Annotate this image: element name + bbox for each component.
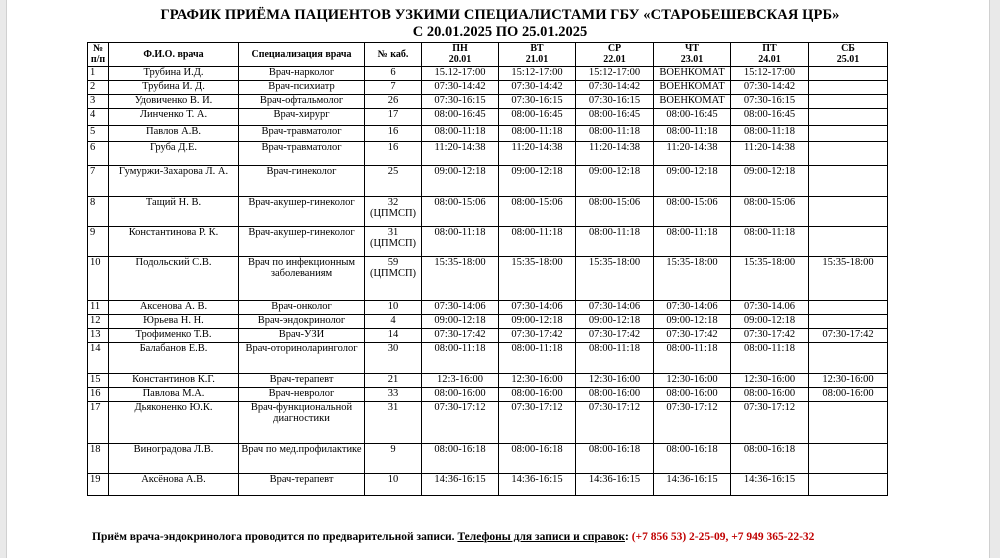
doctor-name: Трубина И.Д. (109, 67, 239, 81)
doctor-specialization: Врач-невролог (239, 388, 365, 402)
doctor-specialization: Врач-терапевт (239, 374, 365, 388)
time-slot: 09:00-12:18 (422, 166, 499, 197)
time-slot: 08:00-15:06 (654, 197, 731, 227)
doctor-name: Юрьева Н. Н. (109, 315, 239, 329)
time-slot (809, 95, 888, 109)
table-header-row (88, 43, 888, 67)
time-slot: 08:00-16:45 (499, 109, 576, 126)
header-day-date: 22.01 (603, 54, 626, 65)
time-slot (809, 109, 888, 126)
time-slot: 08:00-11:18 (499, 126, 576, 142)
row-number: 8 (88, 197, 109, 227)
table-row (88, 315, 888, 329)
table-row (88, 95, 888, 109)
room-number: 31 (365, 402, 422, 444)
time-slot: 07:30-16:15 (422, 95, 499, 109)
time-slot: 08:00-16:18 (499, 444, 576, 474)
time-slot: 07:30-16:15 (576, 95, 654, 109)
room-number: 16 (365, 126, 422, 142)
time-slot: 08:00-15:06 (576, 197, 654, 227)
time-slot: 08:00-15:06 (731, 197, 809, 227)
doctor-specialization: Врач-терапевт (239, 474, 365, 496)
table-row (88, 142, 888, 166)
doctor-name: Павлов А.В. (109, 126, 239, 142)
time-slot: 08:00-11:18 (422, 343, 499, 374)
doctor-name: Дьяконенко Ю.К. (109, 402, 239, 444)
time-slot: 09:00-12:18 (422, 315, 499, 329)
time-slot: 07:30-17:12 (499, 402, 576, 444)
time-slot: 07:30-14:42 (731, 81, 809, 95)
time-slot: 08:00-15:06 (499, 197, 576, 227)
doctor-name: Трофименко Т.В. (109, 329, 239, 343)
time-slot: 08:00-16:00 (422, 388, 499, 402)
time-slot: 08:00-16:00 (809, 388, 888, 402)
room-number: 14 (365, 329, 422, 343)
time-slot: 07:30-14:06 (499, 301, 576, 315)
table-row (88, 343, 888, 374)
time-slot: 07:30-17:42 (422, 329, 499, 343)
row-number: 17 (88, 402, 109, 444)
header-day-date: 23.01 (680, 54, 704, 65)
table-row (88, 166, 888, 197)
table-row (88, 109, 888, 126)
row-number: 1 (88, 67, 109, 81)
header-day (809, 43, 888, 67)
time-slot: 08:00-16:00 (576, 388, 654, 402)
time-slot: 07:30-14:42 (499, 81, 576, 95)
time-slot: 15:12-17:00 (731, 67, 809, 81)
time-slot: 14:36-16:15 (422, 474, 499, 496)
doctor-specialization: Врач-травматолог (239, 142, 365, 166)
doctor-specialization: Врач-УЗИ (239, 329, 365, 343)
window-frame-right (989, 0, 1000, 558)
time-slot (809, 301, 888, 315)
doctor-specialization: Врач-акушер-гинеколог (239, 227, 365, 257)
doctor-specialization: Врач-травматолог (239, 126, 365, 142)
header-day-date: 21.01 (525, 54, 549, 65)
time-slot: 08:00-11:18 (731, 343, 809, 374)
time-slot: 08:00-11:18 (731, 227, 809, 257)
time-slot (809, 67, 888, 81)
row-number: 2 (88, 81, 109, 95)
header-day (422, 43, 499, 67)
header-day-name: СР (607, 43, 622, 54)
row-number: 16 (88, 388, 109, 402)
time-slot (809, 81, 888, 95)
table-row (88, 388, 888, 402)
header-num: № п/п (88, 43, 109, 67)
time-slot: 08:00-11:18 (731, 126, 809, 142)
row-number: 9 (88, 227, 109, 257)
footer-endocrinologist-note: Приём врача-эндокринолога проводится по предварительной записи. (92, 531, 455, 543)
time-slot: 08:00-16:18 (731, 444, 809, 474)
time-slot: 08:00-16:45 (654, 109, 731, 126)
time-slot: 12:30-16:00 (809, 374, 888, 388)
table-row (88, 67, 888, 81)
doctor-specialization: Врач по инфекционным заболеваниям (239, 257, 365, 301)
room-number: 25 (365, 166, 422, 197)
header-day-date: 20.01 (448, 54, 472, 65)
time-slot: 07:30-17:42 (576, 329, 654, 343)
time-slot: ВОЕНКОМАТ (654, 95, 731, 109)
time-slot (809, 227, 888, 257)
row-number: 19 (88, 474, 109, 496)
footer-note (92, 531, 892, 544)
doctor-specialization: Врач-оториноларинголог (239, 343, 365, 374)
table-row (88, 329, 888, 343)
doctor-specialization: Врач-эндокринолог (239, 315, 365, 329)
time-slot: 09:00-12:18 (499, 315, 576, 329)
time-slot: 12:3-16:00 (422, 374, 499, 388)
row-number: 14 (88, 343, 109, 374)
header-day (576, 43, 654, 67)
room-number: 21 (365, 374, 422, 388)
time-slot: 07:30-14:06 (422, 301, 499, 315)
time-slot (809, 444, 888, 474)
time-slot: 08:00-11:18 (576, 126, 654, 142)
header-day (731, 43, 809, 67)
row-number: 3 (88, 95, 109, 109)
table-row (88, 257, 888, 301)
time-slot (809, 197, 888, 227)
time-slot: 12:30-16:00 (731, 374, 809, 388)
time-slot: 08:00-16:00 (499, 388, 576, 402)
doctor-name: Балабанов Е.В. (109, 343, 239, 374)
time-slot: 09:00-12:18 (731, 315, 809, 329)
time-slot: 09:00-12:18 (499, 166, 576, 197)
room-number: 26 (365, 95, 422, 109)
row-number: 4 (88, 109, 109, 126)
table-row (88, 444, 888, 474)
doctor-name: Удовиченко В. И. (109, 95, 239, 109)
time-slot: 07:30-16:15 (731, 95, 809, 109)
header-day-date: 25.01 (836, 54, 860, 65)
room-number: 4 (365, 315, 422, 329)
time-slot: 11:20-14:38 (499, 142, 576, 166)
room-number: 32 (ЦПМСП) (365, 197, 422, 227)
time-slot: 07:30-14:42 (576, 81, 654, 95)
time-slot: 07:30-17:42 (809, 329, 888, 343)
document-header (0, 7, 1000, 41)
time-slot: 07:30-16:15 (499, 95, 576, 109)
doctor-name: Аксёнова А.В. (109, 474, 239, 496)
time-slot: 07:30-17:12 (731, 402, 809, 444)
room-number: 31 (ЦПМСП) (365, 227, 422, 257)
room-number: 33 (365, 388, 422, 402)
time-slot (809, 126, 888, 142)
table-row (88, 402, 888, 444)
row-number: 5 (88, 126, 109, 142)
time-slot: 11:20-14:38 (576, 142, 654, 166)
row-number: 10 (88, 257, 109, 301)
time-slot: 12:30-16:00 (576, 374, 654, 388)
time-slot: 12:30-16:00 (499, 374, 576, 388)
time-slot: 07:30-17:12 (422, 402, 499, 444)
room-number: 17 (365, 109, 422, 126)
doctor-name: Трубина И. Д. (109, 81, 239, 95)
time-slot: 07:30-14.06 (731, 301, 809, 315)
time-slot: 09:00-12:18 (576, 315, 654, 329)
time-slot: 08:00-15:06 (422, 197, 499, 227)
doctor-name: Константинов К.Г. (109, 374, 239, 388)
room-number: 9 (365, 444, 422, 474)
time-slot: 15:35-18:00 (654, 257, 731, 301)
doctor-name: Константинова Р. К. (109, 227, 239, 257)
table-row (88, 227, 888, 257)
time-slot (809, 315, 888, 329)
time-slot: 08:00-11:18 (422, 126, 499, 142)
window-frame-left (0, 0, 7, 558)
doctor-specialization: Врач-функциональной диагностики (239, 402, 365, 444)
table-row (88, 81, 888, 95)
header-day-date: 24.01 (758, 54, 781, 65)
time-slot: 11:20-14:38 (731, 142, 809, 166)
room-number: 16 (365, 142, 422, 166)
time-slot: 15:12-17:00 (499, 67, 576, 81)
time-slot: 08:00-16:00 (654, 388, 731, 402)
row-number: 18 (88, 444, 109, 474)
header-day-name: ЧТ (684, 43, 699, 54)
table-row (88, 197, 888, 227)
time-slot: 08:00-16:00 (731, 388, 809, 402)
doctor-specialization: Врач-хирург (239, 109, 365, 126)
time-slot: 14:36-16:15 (576, 474, 654, 496)
room-number: 10 (365, 301, 422, 315)
row-number: 13 (88, 329, 109, 343)
doctor-name: Линченко Т. А. (109, 109, 239, 126)
row-number: 6 (88, 142, 109, 166)
header-day-name: СБ (841, 43, 855, 54)
time-slot: 08:00-11:18 (499, 343, 576, 374)
time-slot: 08:00-11:18 (576, 227, 654, 257)
document-date-range: С 20.01.2025 ПО 25.01.2025 (412, 24, 588, 40)
row-number: 15 (88, 374, 109, 388)
document-title: ГРАФИК ПРИЁМА ПАЦИЕНТОВ УЗКИМИ СПЕЦИАЛИСТАМИ ГБУ «СТАРОБЕШЕВСКАЯ ЦРБ» (160, 7, 840, 23)
doctor-name: Аксенова А. В. (109, 301, 239, 315)
time-slot: 15:12-17:00 (576, 67, 654, 81)
doctor-specialization: Врач-психиатр (239, 81, 365, 95)
doctor-specialization: Врач по мед.профилактике (239, 444, 365, 474)
room-number: 59 (ЦПМСП) (365, 257, 422, 301)
time-slot: 07:30-14:06 (576, 301, 654, 315)
table-row (88, 374, 888, 388)
footer-phone-numbers: (+7 856 53) 2-25-09, +7 949 365-22-32 (631, 531, 815, 543)
time-slot: 08:00-16:18 (422, 444, 499, 474)
time-slot: 08:00-11:18 (654, 343, 731, 374)
time-slot (809, 142, 888, 166)
time-slot: 08:00-16:45 (576, 109, 654, 126)
room-number: 6 (365, 67, 422, 81)
table-row (88, 126, 888, 142)
room-number: 30 (365, 343, 422, 374)
footer-phones-label: Телефоны для записи и справок (457, 531, 625, 543)
time-slot: 08:00-16:45 (422, 109, 499, 126)
time-slot: 15:35-18:00 (576, 257, 654, 301)
time-slot: 09:00-12:18 (654, 166, 731, 197)
table-row (88, 474, 888, 496)
time-slot: 14:36-16:15 (654, 474, 731, 496)
doctor-name: Груба Д.Е. (109, 142, 239, 166)
time-slot: 07:30-17:12 (654, 402, 731, 444)
time-slot: 08:00-11:18 (654, 227, 731, 257)
room-number: 7 (365, 81, 422, 95)
time-slot: 09:00-12:18 (654, 315, 731, 329)
time-slot: ВОЕНКОМАТ (654, 67, 731, 81)
time-slot: 09:00-12:18 (576, 166, 654, 197)
row-number: 7 (88, 166, 109, 197)
header-day-name: ПТ (762, 43, 777, 54)
time-slot: 12:30-16:00 (654, 374, 731, 388)
time-slot (809, 343, 888, 374)
doctor-specialization: Врач-акушер-гинеколог (239, 197, 365, 227)
doctor-specialization: Врач-онколог (239, 301, 365, 315)
time-slot: 14:36-16:15 (731, 474, 809, 496)
schedule-table (87, 42, 888, 496)
time-slot: 08:00-11:18 (576, 343, 654, 374)
time-slot: 11:20-14:38 (422, 142, 499, 166)
time-slot (809, 474, 888, 496)
time-slot: 07:30-17:42 (731, 329, 809, 343)
time-slot: 08:00-11:18 (422, 227, 499, 257)
doctor-name: Тащий Н. В. (109, 197, 239, 227)
row-number: 12 (88, 315, 109, 329)
time-slot: 15.12-17:00 (422, 67, 499, 81)
time-slot (809, 166, 888, 197)
row-number: 11 (88, 301, 109, 315)
time-slot: 07:30-17:42 (499, 329, 576, 343)
time-slot: 07:30-14:06 (654, 301, 731, 315)
header-spec: Специализация врача (239, 43, 365, 67)
table-row (88, 301, 888, 315)
header-day (499, 43, 576, 67)
time-slot: 15:35-18:00 (499, 257, 576, 301)
header-day (654, 43, 731, 67)
time-slot: 15:35-18:00 (422, 257, 499, 301)
footer-colon: : (625, 531, 629, 543)
time-slot: 09:00-12:18 (731, 166, 809, 197)
time-slot (809, 402, 888, 444)
time-slot: 07:30-17:12 (576, 402, 654, 444)
room-number: 10 (365, 474, 422, 496)
time-slot: 07:30-14:42 (422, 81, 499, 95)
time-slot: 08:00-16:18 (576, 444, 654, 474)
header-room: № каб. (365, 43, 422, 67)
time-slot: 08:00-11:18 (499, 227, 576, 257)
doctor-specialization: Врач-офтальмолог (239, 95, 365, 109)
time-slot: 15:35-18:00 (809, 257, 888, 301)
doctor-name: Павлова М.А. (109, 388, 239, 402)
doctor-specialization: Врач-нарколог (239, 67, 365, 81)
time-slot: 08:00-16:45 (731, 109, 809, 126)
time-slot: 14:36-16:15 (499, 474, 576, 496)
doctor-name: Подольский С.В. (109, 257, 239, 301)
time-slot: 07:30-17:42 (654, 329, 731, 343)
time-slot: 08:00-16:18 (654, 444, 731, 474)
time-slot: 08:00-11:18 (654, 126, 731, 142)
header-day-name: ВТ (530, 43, 544, 54)
header-day-name: ПН (452, 43, 468, 54)
header-name: Ф.И.О. врача (109, 43, 239, 67)
doctor-name: Гумуржи-Захарова Л. А. (109, 166, 239, 197)
doctor-specialization: Врач-гинеколог (239, 166, 365, 197)
time-slot: 11:20-14:38 (654, 142, 731, 166)
doctor-name: Виноградова Л.В. (109, 444, 239, 474)
time-slot: ВОЕНКОМАТ (654, 81, 731, 95)
time-slot: 15:35-18:00 (731, 257, 809, 301)
